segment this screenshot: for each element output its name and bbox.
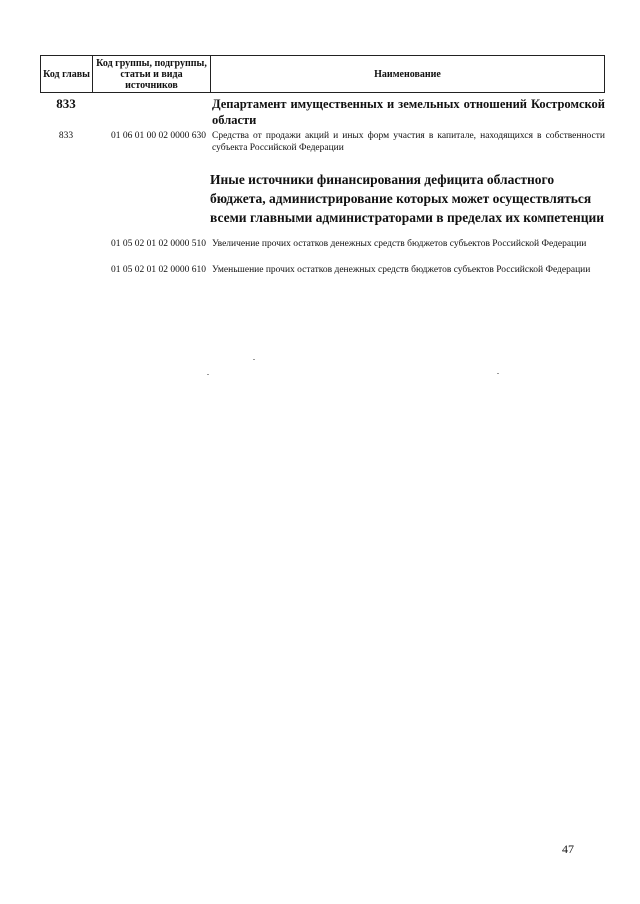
table-header: [40, 55, 605, 93]
source-code: 01 05 02 01 02 0000 510: [111, 239, 206, 249]
header-name: Наименование: [374, 68, 441, 80]
header-source-code: Код группы, подгруппы, статьи и вида источников: [93, 56, 211, 92]
table-row: [40, 238, 605, 250]
scan-artifact: [497, 373, 499, 374]
table-row: [40, 130, 605, 154]
table-row: [40, 96, 605, 128]
source-name: Средства от продажи акций и иных форм участия в капитале, находящихся в собственности субъекта Российской Федерации: [212, 131, 605, 153]
table-row: [40, 264, 605, 276]
chapter-code: 833: [58, 131, 74, 141]
source-name: Увеличение прочих остатков денежных средств бюджетов субъектов Российской Федерации: [212, 239, 587, 249]
chapter-code: [40, 264, 92, 276]
page-number: 47: [562, 842, 574, 856]
source-code: [92, 96, 210, 128]
scan-artifact: [207, 374, 209, 375]
source-code: 01 06 01 00 02 0000 630: [111, 131, 206, 141]
chapter-code: 833: [56, 96, 76, 111]
department-name: Департамент имущественных и земельных отношений Костромской области: [212, 97, 605, 127]
source-code: 01 05 02 01 02 0000 610: [111, 265, 206, 275]
chapter-code: [40, 238, 92, 250]
source-name: Уменьшение прочих остатков денежных средств бюджетов субъектов Российской Федерации: [212, 265, 591, 275]
section-heading: Иные источники финансирования дефицита областного бюджета, администрирование которых может осуществляться всеми главными администраторами в пределах их компетенции: [210, 172, 605, 225]
header-chapter-code: Код главы: [41, 56, 93, 92]
scan-artifact: [253, 359, 255, 360]
